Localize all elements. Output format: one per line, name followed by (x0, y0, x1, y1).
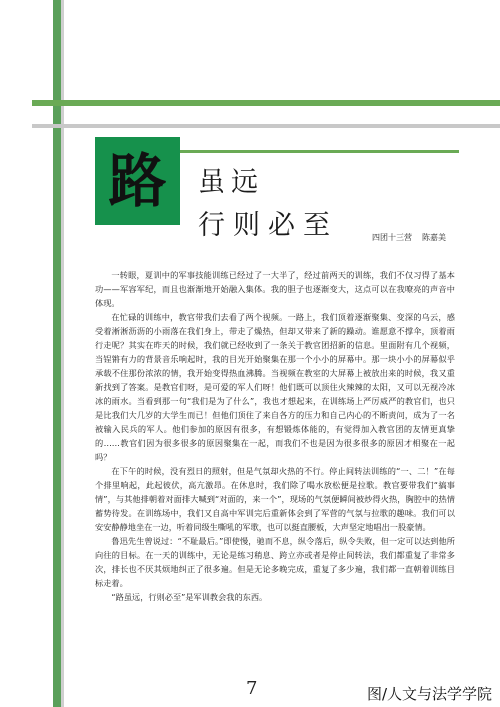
byline-unit: 四团十三营 (372, 233, 412, 242)
top-green-rule (32, 100, 500, 106)
title-green-rule (180, 150, 459, 153)
byline (372, 232, 446, 243)
watermark-credit: 图/人文与法学学院 (366, 685, 492, 703)
article-paragraph: 一转眼，夏训中的军事技能训练已经过了一大半了，经过前两天的训练，我们不仅习得了基本功——军容军纪，而且也渐渐地开始融入集体。我的胆子也逐渐变大，这点可以在我嘹亮的声音中体现。 (95, 270, 455, 308)
article-paragraph: 鲁迅先生曾说过：“不耻最后。”即使慢，驰而不息，纵令落后，纵令失败，但一定可以达到他所向往的目标。在一天的训练中，无论是练习稍息、跨立亦或者是停止间转法，我们都重复了非常多次，排长也不厌其烦地纠正了很多遍。但是无论多晚完成，重复了多少遍，我们都一直朝着训练目标走着。 (95, 536, 455, 588)
article-paragraph: 在下午的时候，没有烈日的照射，但是气氛却火热的不行。停止间转法训练的“一、二！”在每个排里响起，此起彼伏，高亢激昂。在休息时，我们除了喝水放松便是拉歌。教官要带我们“搞事情”，与其他排朝着对面排大喊到“对面的，来一个”，现场的气氛便瞬间被炒得火热，胸腔中的热情蓄势待发。在训练场中，我们又自高中军训完后重新体会到了军营的气氛与拉歌的趣味。我们可以安安静静地坐在一边，听着同级生嘶吼的军歌，也可以挺直腰板，大声坚定地唱出一股豪情。 (95, 466, 455, 532)
title-line-1: 虽远 (198, 167, 264, 198)
left-green-stripe (53, 0, 61, 707)
title-block (95, 137, 180, 225)
title-big-char: 路 (108, 147, 167, 215)
byline-author: 陈嘉美 (422, 233, 446, 242)
left-grey-stripe (61, 0, 64, 707)
article-paragraph: “路虽远，行则必至”是军训教会我的东西。 (111, 592, 268, 602)
article-paragraph: 在忙碌的训练中，教官带我们去看了两个视频。一路上，我们顶着逐渐聚集、变深的乌云，感受着淅淅沥沥的小雨落在我们身上，带走了燥热，但却又带来了新的躁动。谁愿意不撑伞，顶着雨行走呢？其实在昨天的时候，我们就已经收到了一条关于教官团招新的信息。里面附有几个视频，当锃锵有力的背景音乐响起时，我的目光开始聚集在那一个小小的屏幕中。那一块小小的屏幕似乎承载不住那份浓浓的情，我开始变得热血沸腾。当视频在教室的大屏幕上被放出来的时候，我又重新找到了答案。是教官们呀，是可爱的军人们呀！他们既可以顶住火辣辣的太阳，又可以无视冷冰冰的雨水。当看到那一句“我们是为了什么”，我也才想起来，在训练场上严厉威严的教官们，也只是比我们大几岁的大学生而已！但他们顶住了来自各方的压力和自己内心的不断责问，成为了一名被输入民兵的军人。他们参加的原因有很多，有想锻炼体能的，有觉得加入教官团的友情更真挚的……教官们因为很多很多的原因聚集在一起，而我们不也是因为很多很多的原因才相聚在一起吗？ (95, 312, 455, 462)
page-number: 7 (246, 678, 258, 699)
top-grey-rule (32, 124, 500, 128)
article-body (95, 268, 455, 604)
title-line-2: 行则必至 (198, 210, 338, 241)
